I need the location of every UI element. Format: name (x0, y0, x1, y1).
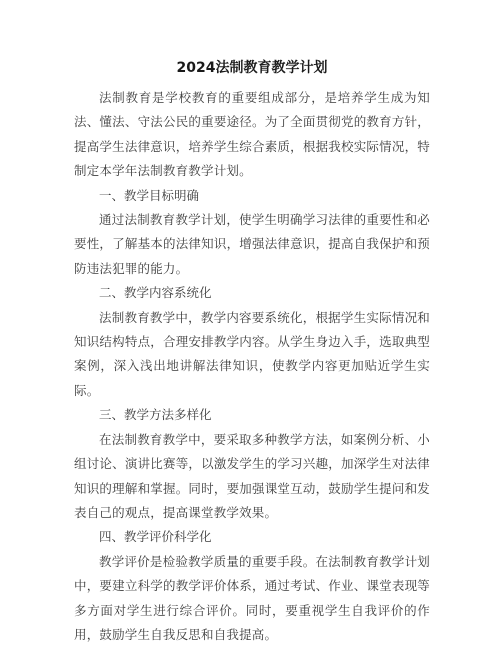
section-body-3: 在法制教育教学中，要采取多种教学方法，如案例分析、小组讨论、演讲比赛等，以激发学生的学习兴趣，加深学生对法律知识的理解和掌握。同时，要加强课堂互动，鼓励学生提问和发表自己的观点，提高课堂教学效果。 (74, 431, 430, 520)
section-heading-2: 二、教学内容系统化 (99, 285, 212, 301)
section-heading-4: 四、教学评价科学化 (99, 529, 212, 545)
document-title: 2024法制教育教学计划 (176, 60, 328, 76)
section-body-2: 法制教育教学中，教学内容要系统化，根据学生实际情况和知识结构特点，合理安排教学内容。从学生身边入手，选取典型案例，深入浅出地讲解法律知识，使教学内容更加贴近学生实际。 (74, 309, 430, 398)
section-body-4: 教学评价是检验教学质量的重要手段。在法制教育教学计划中，要建立科学的教学评价体系，通过考试、作业、课堂表现等多方面对学生进行综合评价。同时，要重视学生自我评价的作用，鼓励学生自我反思和自我提高。 (74, 553, 430, 642)
section-body-1: 通过法制教育教学计划，使学生明确学习法律的重要性和必要性，了解基本的法律知识，增强法律意识，提高自我保护和预防违法犯罪的能力。 (74, 212, 430, 276)
section-heading-3: 三、教学方法多样化 (99, 407, 212, 423)
intro-paragraph: 法制教育是学校教育的重要组成部分，是培养学生成为知法、懂法、守法公民的重要途径。为了全面贯彻党的教育方针，提高学生法律意识，培养学生综合素质，根据我校实际情况，特制定本学年法制教育教学计划。 (74, 90, 430, 179)
section-heading-1: 一、教学目标明确 (99, 187, 200, 203)
